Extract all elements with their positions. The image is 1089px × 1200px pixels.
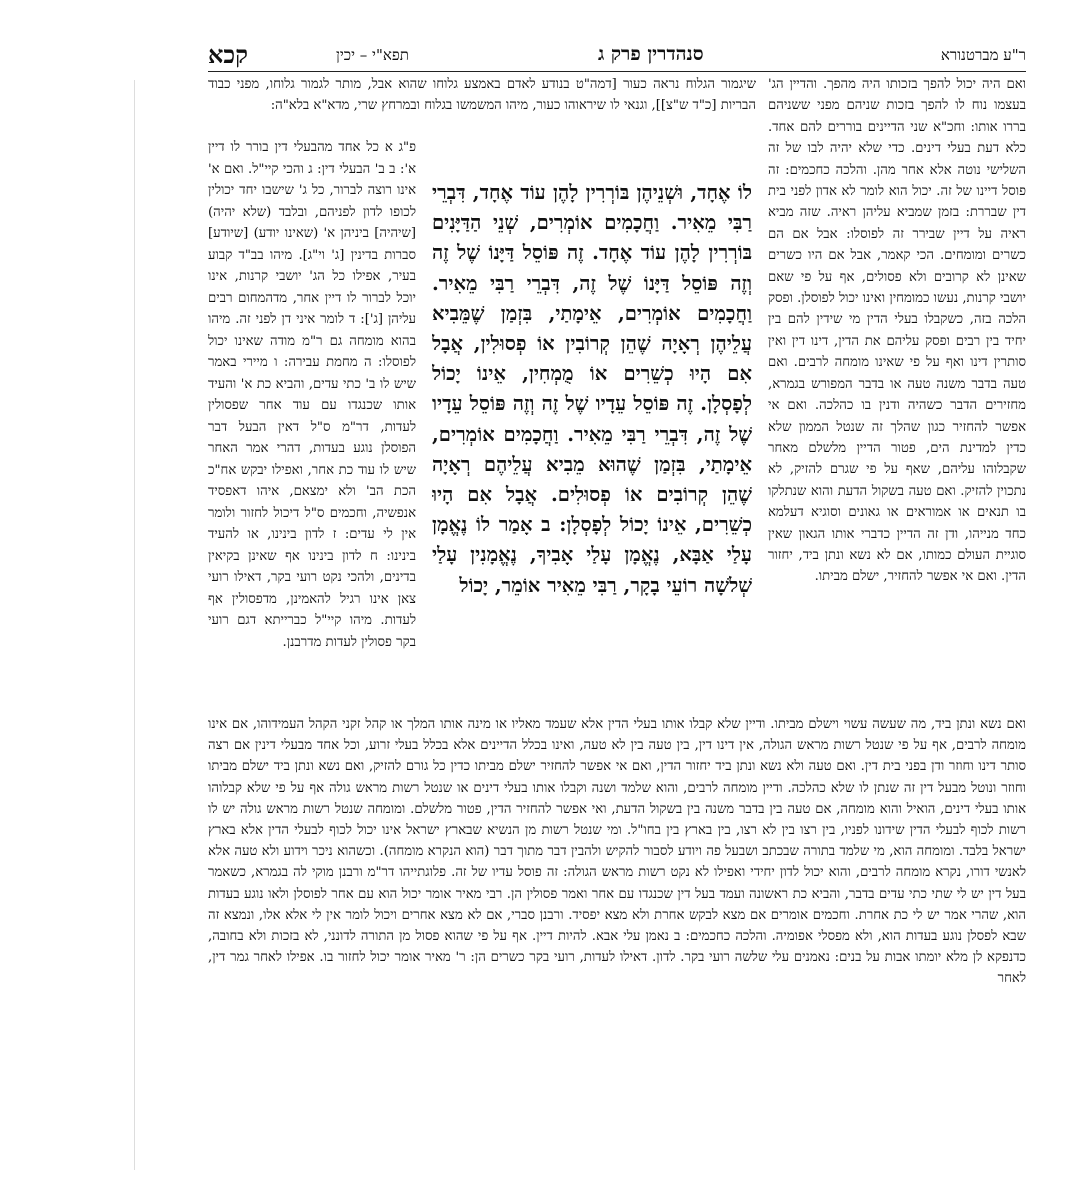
page-number: קכא [208, 40, 248, 69]
yachin-left-column [208, 137, 416, 713]
yachin-text: פ"ג א כל אחד מהבעלי דין בורר לו דיין א': ב ב' הבעלי דין: ג והכי קיי"ל. ואם א' אינו רוצה לברור, כל ג' שישבו יחד יכולין לכופו לדון לפניהם, ובלבד (שלא יהיה) [שיהיה] ביניהן א' (שאינו יודע) [שיודע] סברות בדינין [ג' וי"ג]. מיהו בב"ד קבוע בעיר, אפילו כל הג' יושבי קרנות, אינו יוכל לברור לו דיין אחר, מדהמחום רבים עליהן [ג']: ד לומר איני דן לפני זה. מיהו בהוא מומחה גם ר"מ מודה שאינו יכול לפוסלו: ה מחמת עבירה: ו מיירי באמר שיש לו ב' כתי עדים, והביא כת א' והעיד אותו שכנגדו עם עוד אחר שפסולין לעדות, דר"מ ס"ל דאין הבעל דבר הפוסלן נוגע בעדות, דהרי אמר האחר שיש לו עוד כת אחר, ואפילו יבקש אח"כ הכת הב' ולא ימצאם, איהו דאפסיד אנפשיה, וחכמים ס"ל דיכול לחזור ולומר אין לי עדים: ז לדון בינינו, או להעיד בינינו: ח לדון בינינו אף שאינן בקיאין בדינים, ולהכי נקט רועי בקר, דאילו רועי צאן אינו רגיל להאמינן, מדפסולין אף לעדות. מיהו קיי"ל כברייתא דגם רועי בקר פסולין לעדות מדרבנן. [208, 140, 416, 650]
commentary-title: ר"ע מברטנורא [940, 46, 1026, 64]
chapter-title: סנהדרין פרק ג [598, 43, 704, 65]
bartenura-bottom-block [208, 714, 1026, 1114]
bartenura-bottom-text: ואם נשא ונתן ביד, מה שעשה עשוי וישלם מביתו. ודיין שלא קבלו אותו בעלי הדין אלא שעמד מאליו או מינה אותו המלך או קהל זקני הקהל העמידוהו, אם אינו מומחה לרבים, אף על פי שנטל רשות מראש הגולה, אין דינו דין, בין טעה בין לא טעה, ואינו בכלל הדיינים אלא בכלל בעלי זרוע, וכל אחד מבעלי דינין אם רצה סותר דינו וחוזר ודן בפני בית דין. ואם טעה ולא נשא ונתן ביד יחזור הדין, ואם אי אפשר להחזיר ישלם מביתו כדין כל גורם להזיק, ואם נשא ונתן ביד ישלם מביתו וחוזר ונוטל מבעל דין זה שנתן לו שלא כהלכה. ודיין מומחה לרבים, והוא שלמד ושנה וקבלו אותו בעלי דינים או שנטל רשות מראש גולה אף על פי שלא קבלוהו אותו בעלי דינים, הואיל והוא מומחה, אם טעה בין בדבר משנה בין בשקול הדעת, ואי אפשר להחזיר הדין, פטור מלשלם. ומומחה שנטל רשות מראש גולה יש לו רשות לכוף לבעלי הדין שידונו לפניו, בין רצו בין לא רצו, בין בארץ בין בחו"ל. ומי שנטל רשות מן הנשיא שבארץ ישראל אינו יכול לכוף לבעלי הדין אלא בארץ ישראל בלבד. ומומחה הוא, מי שלמד בתורה שבכתב ושבעל פה ויודע לסבור להקיש ולהבין דבר מתוך דבר (הוא הנקרא מומחה). וכשהוא ניכר וידוע ולא טעה אלא לאנשי דורו, נקרא מומחה לרבים, והוא יכול לדון יחידי ואפילו לא נקט רשות מראש הגולה: זה פוסל עדיו של זה. פלוגתייהו דר"מ ורבנן מוקי לה בגמרא, כשאמר בעל דין יש לי שתי כתי עדים בדבר, והביא כת ראשונה ועמד בעל דין שכנגדו עם אחר ואמר פסולין הן. רבי מאיר אומר יכול הוא עם אחר לפוסלן ולאו נוגע בעדות הוא, שהרי אמר יש לי כת אחרת. וחכמים אומרים אם מצא לבקש אחרת ולא מצא יפסיד. ורבנן סברי, אם לא מצא אחרים ויכול לומר אין לי אלא אלו, ונמצא זה שבא לפסלן נוגע בעדות הוא, ולא מפסלי אפומיה. והלכה כחכמים: ב נאמן עלי אבא. להיות דיין. אף על פי שהוא פסול מן התורה לדונני, לא בזכות ולא בחובה, כדנפקא לן מלא יומתו אבות על בנים: נאמנים עלי שלשה רועי בקר. לדון. דאילו לעדות, רועי בקר כשרים הן: ר' מאיר אומר יכול לחזור בו. אפילו לאחר גמר דין, לאחר [208, 717, 1026, 987]
header-rule [208, 71, 1026, 72]
running-header [208, 40, 1026, 70]
bartenura-right-text: ואם היה יכול להפך בזכותו היה מהפך. והדיין הג' בעצמו נוח לו להפך בזכות שניהם מפני ששניהם בררו אותו: וחכ"א שני הדיינים בוררים להם אחד. כלא דעת בעלי דינים. כדי שלא יהיה לבו של זה השלישי נוטה אלא אחר מהן. והלכה כחכמים: זה פוסל דיינו של זה. יכול הוא לומר לא אדון לפני בית דין שבררת: בזמן שמביא עליהן ראיה. שזה מביא ראיה על דיין שבירר זה לפוסלו: אבל אם הם כשרים ומומחים. הכי קאמר, אבל אם היו כשרים שאינן לא קרובים ולא פסולים, אף על פי שאם יושבי קרנות, נעשו כמומחין ואינו יכול לפוסלן. ופסק הלכה בזה, כשקבלו בעלי הדין מי שידין להם בין יחיד בין רבים ופסק עליהם את הדין, דינו דין ואין סותרין דינו ואף על פי שאינו מומחה לרבים. ואם טעה בדבר משנה טעה או בדבר המפורש בגמרא, מחזירים הדבר כשהיה ודנין בו כהלכה. ואם אי אפשר להחזיר כגון שהלך זה שנטל הממון שלא כדין למדינת הים, פטור הדיין מלשלם מאחר שקבלוהו עליהם, שאף על פי שגרם להזיק, לא נתכוין להזיק. ואם טעה בשקול הדעת והוא שנתלקו בו תנאים או אמוראים או גאונים וסוגיא דעלמא כחד מנייהו, ודן זה הדיין כדברי אותו הגאון שאין סוגיית העולם כמותו, אם לא נשא ונתן ביד, יחזור הדין. ואם אי אפשר להחזיר, ישלם מביתו. [768, 77, 1026, 585]
tiferet-top-text: שיגמור הגלוח נראה כעור [דמה"ט בנודע לאדם באמצע גלוחו שהוא אבל, מותר לגמור גלוחו, מפני כבוד הבריות [כ"ד ש"צ]], וגנאי לו שיראוהו כעור, מיהו המשמשו בגלוח ובמרחץ שרי, מדא"א בלא"ה: [208, 77, 756, 114]
bartenura-right-column [768, 74, 1026, 634]
mishna-text: לוֹ אֶחָד, וּשְׁנֵיהֶן בּוֹרְרִין לָהֶן עוֹד אֶחָד, דִּבְרֵי רַבִּי מֵאִיר. וַחֲכָמִים אוֹמְרִים, שְׁנֵי הַדַּיָּנִים בּוֹרְרִין לָהֶן עוֹד אֶחָד. זֶה פּוֹסֵל דַּיָּנוֹ שֶׁל זֶה וְזֶה פּוֹסֵל דַּיָּנוֹ שֶׁל זֶה, דִּבְרֵי רַבִּי מֵאִיר. וַחֲכָמִים אוֹמְרִים, אֵימָתַי, בִּזְמַן שֶׁמֵּבִיא עֲלֵיהֶן רְאָיָה שֶׁהֵן קְרוֹבִין אוֹ פְסוּלִין, אֲבָל אִם הָיוּ כְשֵׁרִים אוֹ מֻמְחִין, אֵינוֹ יָכוֹל לְפָסְלָן. זֶה פּוֹסֵל עֵדָיו שֶׁל זֶה וְזֶה פּוֹסֵל עֵדָיו שֶׁל זֶה, דִּבְרֵי רַבִּי מֵאִיר. וַחֲכָמִים אוֹמְרִים, אֵימָתַי, בִּזְמַן שֶׁהוּא מֵבִיא עֲלֵיהֶם רְאָיָה שֶׁהֵן קְרוֹבִים אוֹ פְסוּלִים. אֲבָל אִם הָיוּ כְשֵׁרִים, אֵינוֹ יָכוֹל לְפָסְלָן: ב אָמַר לוֹ נֶאֱמָן עָלַי אַבָּא, נֶאֱמָן עָלַי אָבִיךָ, נֶאֱמָנִין עָלַי שְׁלשָׁה רוֹעֵי בָקָר, רַבִּי מֵאִיר אוֹמֵר, יָכוֹל [432, 181, 752, 597]
gutter-line [134, 80, 135, 1170]
mishna-column [432, 178, 752, 713]
header-range: תפא"י – יכין [336, 46, 409, 64]
tiferet-top-block [208, 74, 756, 117]
